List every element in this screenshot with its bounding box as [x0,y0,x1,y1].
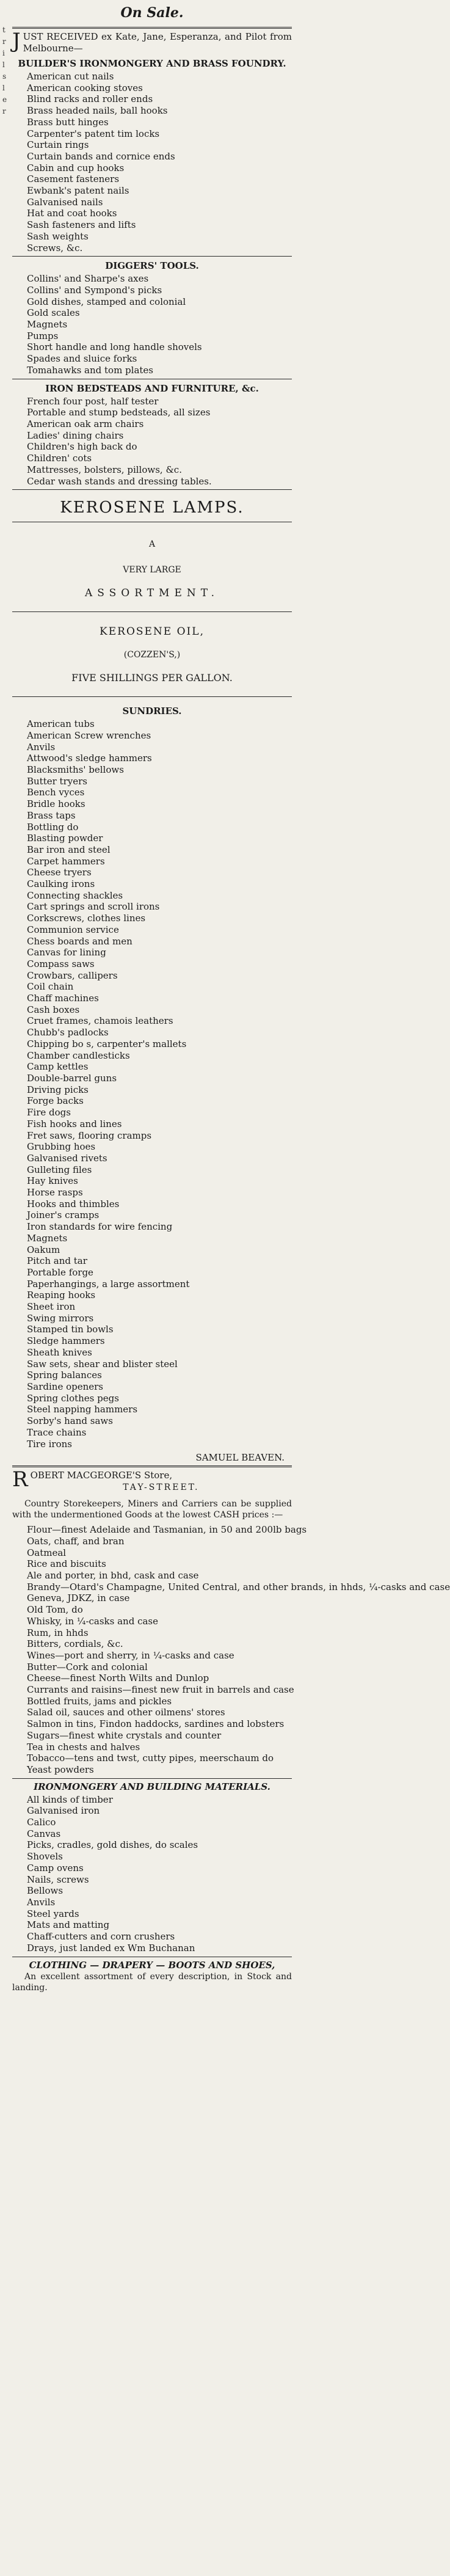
list-item: Stamped tin bowls [27,1324,114,1335]
list-item: Galvanised nails [27,196,103,208]
list-item: Chaff-cutters and corn crushers [27,1931,175,1943]
bedsteads-list [12,396,292,487]
builders-list [12,71,292,254]
list-item: Brass butt hinges [27,116,109,128]
store-street: TAY-STREET. [123,1483,200,1493]
list-item: Oatmeal [27,1547,67,1558]
divider [12,1465,292,1467]
list-item: Trace chains [27,1426,87,1438]
list-item: Camp ovens [27,1862,84,1874]
list-item: Camp kettles [27,1061,89,1073]
advertisement-column [12,0,450,1993]
intro-dropcap: J [12,29,21,53]
header-rule [12,27,292,29]
store-name: OBERT MACGEORGE'S Store, [30,1470,173,1481]
list-item: Sheath knives [27,1346,92,1358]
margin-char: t [2,26,5,34]
list-item: Sugars—finest white crystals and counter [27,1729,222,1741]
list-item: Casement fasteners [27,173,120,185]
list-item: Butter—Cork and colonial [27,1661,148,1673]
list-item: Driving picks [27,1084,89,1095]
list-item: Ladies' dining chairs [27,429,124,441]
list-item: American cut nails [27,71,114,82]
signature: SAMUEL BEAVEN. [195,1452,285,1464]
list-item: Communion service [27,924,119,935]
list-item: Double-barrel guns [27,1073,117,1084]
list-item: Old Tom, do [27,1604,83,1616]
list-item: Paperhangings, a large assortment [27,1278,190,1290]
intro-paragraph [12,31,292,54]
list-item: Sardine openers [27,1381,104,1392]
list-item: Corkscrews, clothes lines [27,913,146,924]
list-item: Blind racks and roller ends [27,93,153,105]
list-item: Cheese tryers [27,867,92,878]
list-item: Magnets [27,1232,68,1244]
list-item: Bitters, cordials, &c. [27,1638,123,1650]
list-item: Flour—finest Adelaide and Tasmanian, in 50 and 200lb bags [27,1524,307,1536]
list-item: Reaping hooks [27,1290,96,1301]
list-item: Ale and porter, in bhd, cask and case [27,1570,199,1582]
margin-char: l [2,84,5,92]
list-item: Anvils [27,1897,56,1908]
list-item: Children' cots [27,453,92,464]
list-item: Bridle hooks [27,798,85,810]
list-item: Cash boxes [27,1004,80,1015]
list-item: Sash fasteners and lifts [27,219,136,231]
list-item: Chubb's padlocks [27,1027,109,1038]
margin-char: e [2,95,7,104]
iron-title: IRONMONGERY AND BUILDING MATERIALS. [34,1781,270,1792]
list-item: Carpet hammers [27,855,105,867]
store-note: Country Storekeepers, Miners and Carriers can be supplied with the undermentioned Goods at the lowest CASH prices :— [12,1499,292,1520]
list-item: Compass saws [27,958,95,969]
list-item: Blacksmiths' bellows [27,764,124,776]
list-item: Salad oil, sauces and other oilmens' stores [27,1707,225,1718]
list-item: Tire irons [27,1438,72,1450]
list-item: Crowbars, callipers [27,969,118,981]
list-item: Spring balances [27,1370,102,1381]
builders-title: BUILDER'S IRONMONGERY AND BRASS FOUNDRY. [18,58,286,69]
list-item: Gulleting files [27,1164,92,1175]
kerosene-line-very-large: VERY LARGE [123,565,181,575]
list-item: Chipping bo s, carpenter's mallets [27,1038,187,1049]
sundries-title: SUNDRIES. [122,706,182,717]
list-item: Pitch and tar [27,1255,87,1267]
margin-char: l [2,60,5,69]
list-item: Calico [27,1817,56,1828]
list-item: Cart springs and scroll irons [27,901,160,913]
sundries-list [12,718,292,1450]
list-item: Grubbing hoes [27,1141,96,1153]
list-item: Hat and coat hooks [27,208,117,219]
list-item: Rum, in hhds [27,1627,89,1638]
divider [12,256,292,257]
list-item: Chamber candlesticks [27,1049,130,1061]
list-item: Joiner's cramps [27,1210,100,1221]
list-item: Galvanised rivets [27,1152,107,1164]
list-item: Cabin and cup hooks [27,162,125,173]
list-item: Tobacco—tens and twst, cutty pipes, meerschaum do [27,1753,274,1764]
list-item: Curtain rings [27,139,89,151]
list-item: Attwood's sledge hammers [27,753,152,764]
list-item: Steel napping hammers [27,1404,138,1415]
list-item: Ewbank's patent nails [27,185,129,197]
margin-char: s [2,72,7,81]
list-item: Forge backs [27,1095,84,1107]
margin-char: r [2,107,6,115]
list-item: Hooks and thimbles [27,1198,120,1210]
list-item: Sheet iron [27,1301,76,1313]
kerosene-oil-title: KEROSENE OIL, [100,626,205,638]
list-item: Tomahawks and tom plates [27,364,154,376]
list-item: Magnets [27,319,68,330]
list-item: Wines—port and sherry, in ¼-casks and case [27,1649,234,1661]
margin-char: i [2,49,5,57]
list-item: Collins' and Sympond's picks [27,284,162,296]
list-item: Spades and sluice forks [27,353,137,365]
list-item: Sledge hammers [27,1335,105,1347]
list-item: Portable and stump bedsteads, all sizes [27,407,211,418]
list-item: Picks, cradles, gold dishes, do scales [27,1839,198,1851]
list-item: Bar iron and steel [27,844,111,855]
list-item: Mattresses, bolsters, pillows, &c. [27,464,182,475]
list-item: Chaff machines [27,993,99,1004]
list-item: Children's high back do [27,441,137,453]
list-item: Brandy—Otard's Champagne, United Central, and other brands, in hhds, ¼-casks and case [27,1581,450,1593]
divider [12,696,292,697]
list-item: Steel yards [27,1908,79,1919]
list-item: Chess boards and men [27,935,132,947]
list-item: Mats and matting [27,1919,110,1931]
kerosene-line-assortment: ASSORTMENT. [85,587,219,600]
list-item: Fish hooks and lines [27,1118,122,1129]
kerosene-oil-sub: (COZZEN'S,) [123,650,181,660]
list-item: Curtain bands and cornice ends [27,150,175,162]
list-item: Connecting shackles [27,889,123,901]
list-item: Butter tryers [27,775,87,787]
list-item: Swing mirrors [27,1312,94,1324]
list-item: French four post, half tester [27,395,159,407]
list-item: Portable forge [27,1266,93,1278]
intro-text: UST RECEIVED ex Kate, Jane, Esperanza, and Pilot from Melbourne— [23,31,292,54]
clothing-text: An excellent assortment of every description, in Stock and landing. [12,1971,292,1993]
list-item: Gold scales [27,307,80,319]
list-item: All kinds of timber [27,1793,113,1805]
bedsteads-title: IRON BEDSTEADS AND FURNITURE, &c. [45,382,259,394]
list-item: Blasting powder [27,833,103,844]
list-item: Sorby's hand saws [27,1415,113,1427]
divider [12,1778,292,1779]
divider [12,489,292,490]
list-item: Oats, chaff, and bran [27,1535,125,1547]
list-item: Geneva, JDKZ, in case [27,1593,130,1604]
store-dropcap: R [12,1467,28,1492]
left-margin-fragments [2,24,9,117]
list-item: Galvanised iron [27,1805,100,1817]
list-item: Fire dogs [27,1107,71,1118]
list-item: Gold dishes, stamped and colonial [27,296,186,307]
list-item: American cooking stoves [27,82,143,93]
list-item: Coil chain [27,981,74,993]
list-item: Bench vyces [27,787,85,798]
list-item: Salmon in tins, Findon haddocks, sardines and lobsters [27,1718,285,1730]
diggers-title: DIGGERS' TOOLS. [105,260,199,272]
list-item: Sash weights [27,230,89,242]
list-item: Short handle and long handle shovels [27,341,202,353]
list-item: Drays, just landed ex Wm Buchanan [27,1942,195,1954]
margin-char: r [2,37,6,46]
list-item: Pumps [27,330,59,341]
store-list [12,1524,450,1775]
list-item: Bellows [27,1885,64,1897]
kerosene-price: FIVE SHILLINGS PER GALLON. [71,672,233,684]
list-item: Tea in chests and halves [27,1741,140,1753]
list-item: Saw sets, shear and blister steel [27,1358,178,1370]
list-item: Shovels [27,1851,63,1863]
list-item: Spring clothes pegs [27,1392,119,1404]
list-item: Cheese—finest North Wilts and Dunlop [27,1673,209,1684]
list-item: Yeast powders [27,1764,94,1775]
list-item: Whisky, in ¼-casks and case [27,1615,159,1627]
kerosene-line-a: A [148,539,156,550]
page-header: On Sale. [120,5,184,21]
list-item: Cedar wash stands and dressing tables. [27,475,212,487]
list-item: Oakum [27,1244,60,1255]
diggers-list [12,273,292,376]
list-item: Screws, &c. [27,242,83,254]
list-item: Carpenter's patent tim locks [27,128,160,139]
list-item: American Screw wrenches [27,729,151,741]
list-item: Currants and raisins—finest new fruit in barrels and case [27,1684,294,1696]
list-item: Bottled fruits, jams and pickles [27,1695,172,1707]
clothing-title: CLOTHING — DRAPERY — BOOTS AND SHOES, [29,1959,275,1971]
list-item: Collins' and Sharpe's axes [27,273,149,285]
divider [12,611,292,612]
list-item: Canvas [27,1828,61,1839]
list-item: Iron standards for wire fencing [27,1221,173,1233]
kerosene-lamps-title: KEROSENE LAMPS. [60,498,244,517]
list-item: Brass taps [27,809,76,821]
list-item: Brass headed nails, ball hooks [27,105,168,117]
list-item: Fret saws, flooring cramps [27,1129,152,1141]
list-item: Bottling do [27,821,79,833]
iron-list [12,1794,292,1954]
list-item: Nails, screws [27,1874,89,1885]
list-item: Hay knives [27,1175,78,1187]
list-item: Cruet frames, chamois leathers [27,1015,173,1027]
list-item: Caulking irons [27,878,95,890]
list-item: Rice and biscuits [27,1558,106,1570]
list-item: Canvas for lining [27,947,106,958]
list-item: Horse rasps [27,1187,83,1199]
list-item: Anvils [27,741,56,753]
list-item: American oak arm chairs [27,418,144,429]
list-item: American tubs [27,718,95,730]
